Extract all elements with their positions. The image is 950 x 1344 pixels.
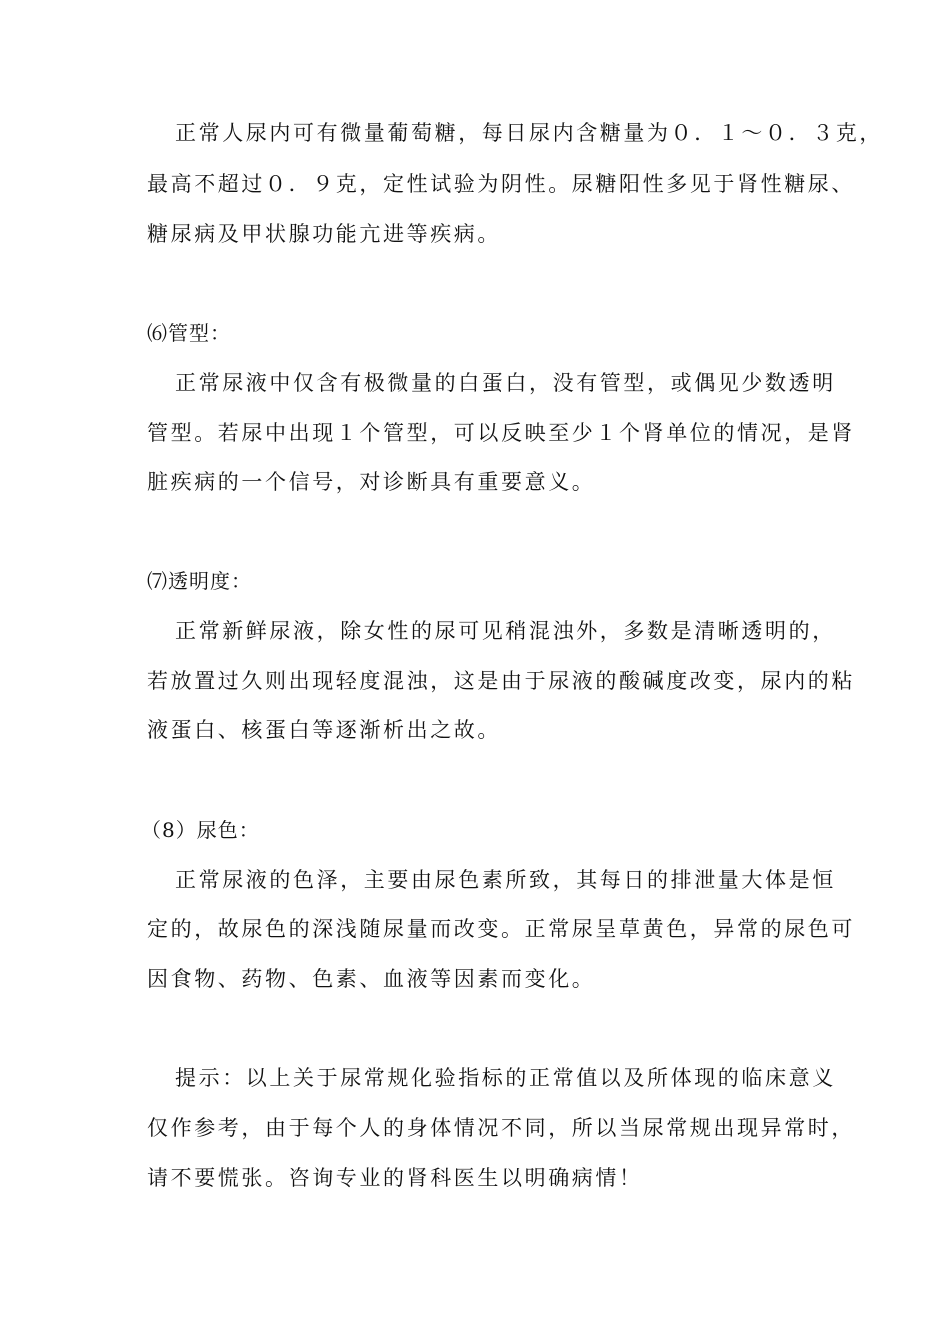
paragraph-line: 正常尿液的色泽，主要由尿色素所致，其每日的排泄量大体是恒 xyxy=(175,868,836,892)
paragraph-line: 管型。若尿中出现１个管型，可以反映至少１个肾单位的情况，是肾 xyxy=(147,421,855,445)
paragraph-line: 若放置过久则出现轻度混浊，这是由于尿液的酸碱度改变，尿内的粘 xyxy=(147,669,855,693)
paragraph-line: 脏疾病的一个信号，对诊断具有重要意义。 xyxy=(147,470,596,494)
paragraph-line: 糖尿病及甲状腺功能亢进等疾病。 xyxy=(147,222,501,246)
section-heading-color: （8）尿色： xyxy=(141,818,260,842)
paragraph-line: 最高不超过０．９克，定性试验为阴性。尿糖阳性多见于肾性糖尿、 xyxy=(147,172,855,196)
paragraph-line: 定的，故尿色的深浅随尿量而改变。正常尿呈草黄色，异常的尿色可 xyxy=(147,917,855,941)
paragraph-line: 提示：以上关于尿常规化验指标的正常值以及所体现的临床意义 xyxy=(175,1066,836,1090)
paragraph-line: 正常尿液中仅含有极微量的白蛋白，没有管型，或偶见少数透明 xyxy=(175,371,836,395)
paragraph-line: 正常新鲜尿液，除女性的尿可见稍混浊外，多数是清晰透明的， xyxy=(175,619,836,643)
paragraph-line: 正常人尿内可有微量葡萄糖，每日尿内含糖量为０．１～０．３克， xyxy=(175,121,883,145)
paragraph-line: 液蛋白、核蛋白等逐渐析出之故。 xyxy=(147,718,501,742)
paragraph-line: 请不要慌张。咨询专业的肾科医生以明确病情！ xyxy=(147,1166,643,1190)
section-heading-clarity: ⑺透明度： xyxy=(147,569,252,593)
section-heading-casts: ⑹管型： xyxy=(147,321,231,345)
paragraph-line: 仅作参考，由于每个人的身体情况不同，所以当尿常规出现异常时， xyxy=(147,1116,855,1140)
paragraph-line: 因食物、药物、色素、血液等因素而变化。 xyxy=(147,967,596,991)
